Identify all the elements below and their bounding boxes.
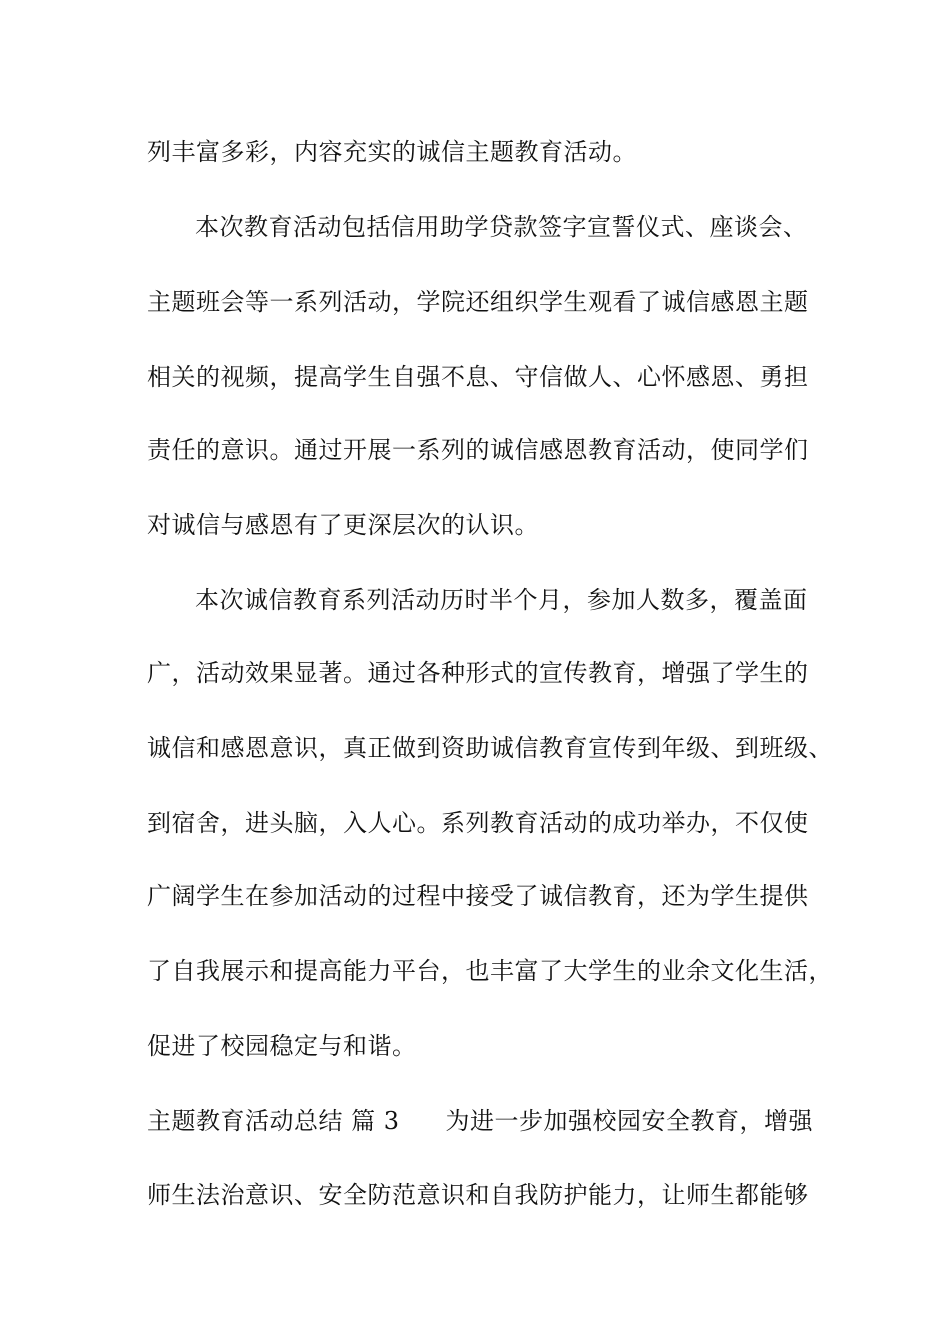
paragraph-line: 责任的意识。通过开展一系列的诚信感恩教育活动，使同学们 xyxy=(147,436,809,464)
paragraph-line: 广阔学生在参加活动的过程中接受了诚信教育，还为学生提供 xyxy=(147,882,809,910)
paragraph-line: 了自我展示和提高能力平台，也丰富了大学生的业余文化生活， xyxy=(147,957,833,985)
section-heading: 主题教育活动总结 篇 3 xyxy=(147,1107,400,1135)
paragraph-line: 促进了校园稳定与和谐。 xyxy=(147,1032,417,1060)
paragraph-line: 对诚信与感恩有了更深层次的认识。 xyxy=(147,511,539,539)
paragraph-line: 本次诚信教育系列活动历时半个月，参加人数多，覆盖面 xyxy=(195,586,808,614)
paragraph-line: 相关的视频，提高学生自强不息、守信做人、心怀感恩、勇担 xyxy=(147,363,809,391)
paragraph-line: 广，活动效果显著。通过各种形式的宣传教育，增强了学生的 xyxy=(147,659,809,687)
paragraph-line: 本次教育活动包括信用助学贷款签字宣誓仪式、座谈会、 xyxy=(195,213,808,241)
paragraph-line: 到宿舍，进头脑，入人心。系列教育活动的成功举办，不仅使 xyxy=(147,809,809,837)
paragraph-line: 诚信和感恩意识，真正做到资助诚信教育宣传到年级、到班级、 xyxy=(147,734,833,762)
paragraph-line: 主题班会等一系列活动，学院还组织学生观看了诚信感恩主题 xyxy=(147,288,809,316)
section-first-line: 为进一步加强校园安全教育，增强 xyxy=(445,1107,814,1135)
section-heading-line xyxy=(147,1106,847,1136)
paragraph-line: 师生法治意识、安全防范意识和自我防护能力，让师生都能够 xyxy=(147,1181,809,1209)
paragraph-line: 列丰富多彩，内容充实的诚信主题教育活动。 xyxy=(147,138,637,166)
